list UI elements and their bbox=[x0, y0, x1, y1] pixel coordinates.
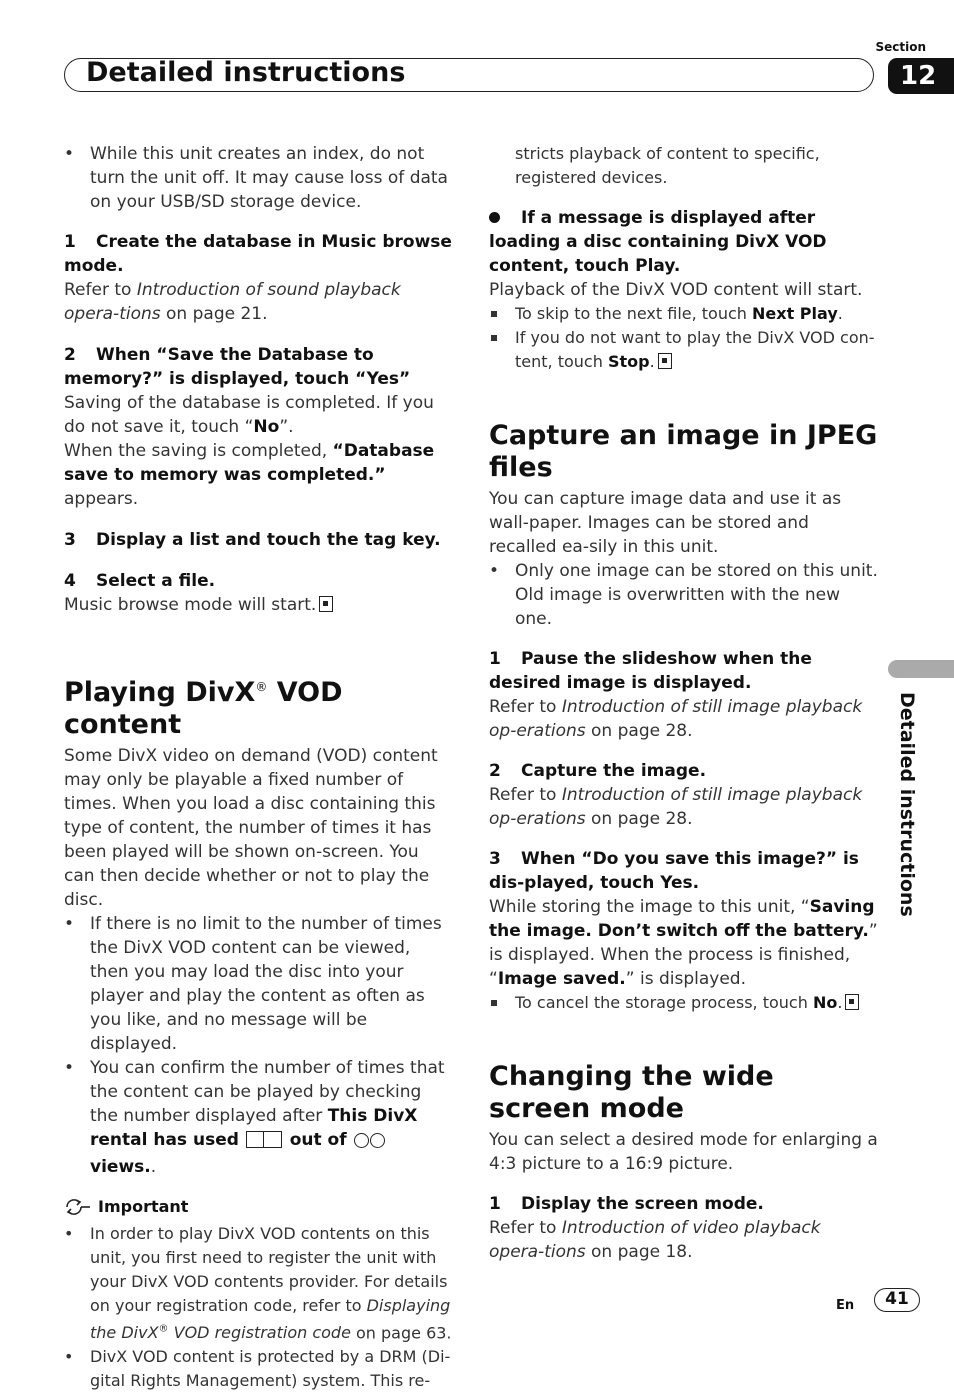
ref-link[interactable]: Introduction of sound playback opera-tions bbox=[64, 280, 401, 324]
important-note-label: Important bbox=[64, 1195, 454, 1219]
note-cancel-storage: To cancel the storage process, touch No. bbox=[489, 991, 879, 1015]
step-display-screen-mode: 1 Display the screen mode. bbox=[489, 1194, 764, 1214]
important-bullet-2: • DivX VOD content is protected by a DRM (Di-gital Rights Management) system. This re- bbox=[64, 1345, 454, 1393]
page-number: 41 bbox=[874, 1288, 920, 1312]
end-mark-icon bbox=[319, 596, 333, 612]
important-icon bbox=[64, 1199, 90, 1215]
jpeg-bullet: • Only one image can be stored on this unit. Old image is overwritten with the new one. bbox=[489, 559, 879, 631]
step-divx-message-text: Playback of the DivX VOD content will start. bbox=[489, 280, 863, 300]
side-tab-marker bbox=[888, 660, 954, 678]
divx-paragraph: Some DivX video on demand (VOD) content may only be playable a fixed number of times. When you load a disc containing this type of content, the number of times it has been played will be shown on-screen. You can then decide whether or not to play the disc. bbox=[64, 746, 438, 910]
divx-bullet-1: • If there is no limit to the number of times the DivX VOD content can be viewed, then you may load the disc into your player and play the content as often as you like, and no message will be displayed. bbox=[64, 912, 454, 1056]
step-pause-slideshow-text: Refer to Introduction of still image playback op-erations on page 28. bbox=[489, 697, 863, 741]
jpeg-paragraph: You can capture image data and use it as wall-paper. Images can be stored and recalled ea-sily in this unit. bbox=[489, 489, 842, 557]
heading-capture-jpeg: Capture an image in JPEG files bbox=[489, 420, 878, 483]
note-next-play: To skip to the next file, touch Next Play. bbox=[489, 302, 879, 326]
end-mark-icon bbox=[845, 994, 859, 1010]
step-create-database-text: Refer to Introduction of sound playback opera-tions on page 21. bbox=[64, 280, 401, 324]
heading-playing-divx: Playing DivX® VOD content bbox=[64, 677, 343, 740]
left-column bbox=[64, 142, 454, 1393]
section-label: Section bbox=[875, 40, 926, 54]
step-capture-image: 2 Capture the image. bbox=[489, 761, 707, 781]
step-save-database: 2 When “Save the Database to memory?” is displayed, touch “Yes” bbox=[64, 345, 411, 389]
step-capture-image-text: Refer to Introduction of still image playback op-erations on page 28. bbox=[489, 785, 863, 829]
step-save-database-result: When the saving is completed, “Database save to memory was completed.” appears. bbox=[64, 441, 435, 509]
step-save-image-text: While storing the image to this unit, “Saving the image. Don’t switch off the battery.” is displayed. When the process is finished, “Image saved.” is displayed. bbox=[489, 897, 878, 989]
step-pause-slideshow: 1 Pause the slideshow when the desired image is displayed. bbox=[489, 649, 812, 693]
step-save-database-text: Saving of the database is completed. If you do not save it, touch “No”. bbox=[64, 393, 434, 437]
step-divx-message: If a message is displayed after loading a disc containing DivX VOD content, touch Play. bbox=[489, 208, 827, 276]
bullet-dot-icon bbox=[489, 206, 521, 230]
step-display-screen-mode-text: Refer to Introduction of video playback opera-tions on page 18. bbox=[489, 1218, 821, 1262]
digit-boxes-icon bbox=[246, 1131, 282, 1148]
digit-circles-icon bbox=[354, 1131, 386, 1155]
wide-paragraph: You can select a desired mode for enlarging a 4:3 picture to a 16:9 picture. bbox=[489, 1130, 878, 1174]
step-display-list: 3 Display a list and touch the tag key. bbox=[64, 530, 441, 550]
divx-bullet-2: • You can confirm the number of times that the content can be played by checking the number displayed after This DivX rental has used out of views.. bbox=[64, 1056, 454, 1179]
step-select-file: 4 Select a file. bbox=[64, 571, 216, 591]
ref-link[interactable]: Introduction of still image playback op-erations bbox=[489, 697, 863, 741]
end-mark-icon bbox=[658, 353, 672, 369]
ref-link[interactable]: Introduction of still image playback op-erations bbox=[489, 785, 863, 829]
header-title: Detailed instructions bbox=[86, 57, 406, 88]
important-bullet-1: • In order to play DivX VOD contents on this unit, you first need to register the unit with your DivX VOD contents provider. For details on your registration code, refer to Displaying the DivX® VOD registration code on page 63. bbox=[64, 1222, 454, 1345]
note-stop: If you do not want to play the DivX VOD con-tent, touch Stop. bbox=[489, 326, 879, 374]
heading-wide-screen: Changing the wide screen mode bbox=[489, 1061, 774, 1124]
language-label: En bbox=[836, 1298, 855, 1313]
section-number: 12 bbox=[888, 58, 954, 94]
intro-bullet: • While this unit creates an index, do not turn the unit off. It may cause loss of data on your USB/SD storage device. bbox=[64, 142, 454, 214]
step-select-file-text: Music browse mode will start. bbox=[64, 593, 454, 617]
ref-link[interactable]: Introduction of video playback opera-tions bbox=[489, 1218, 821, 1262]
side-section-label: Detailed instructions bbox=[896, 692, 918, 917]
step-save-image: 3 When “Do you save this image?” is dis-played, touch Yes. bbox=[489, 849, 859, 893]
continued-text: stricts playback of content to specific, registered devices. bbox=[515, 144, 820, 187]
right-column bbox=[489, 142, 879, 1264]
ref-link[interactable]: Displaying the DivX® VOD registration code bbox=[90, 1296, 451, 1343]
step-create-database: 1 Create the database in Music browse mode. bbox=[64, 232, 452, 276]
